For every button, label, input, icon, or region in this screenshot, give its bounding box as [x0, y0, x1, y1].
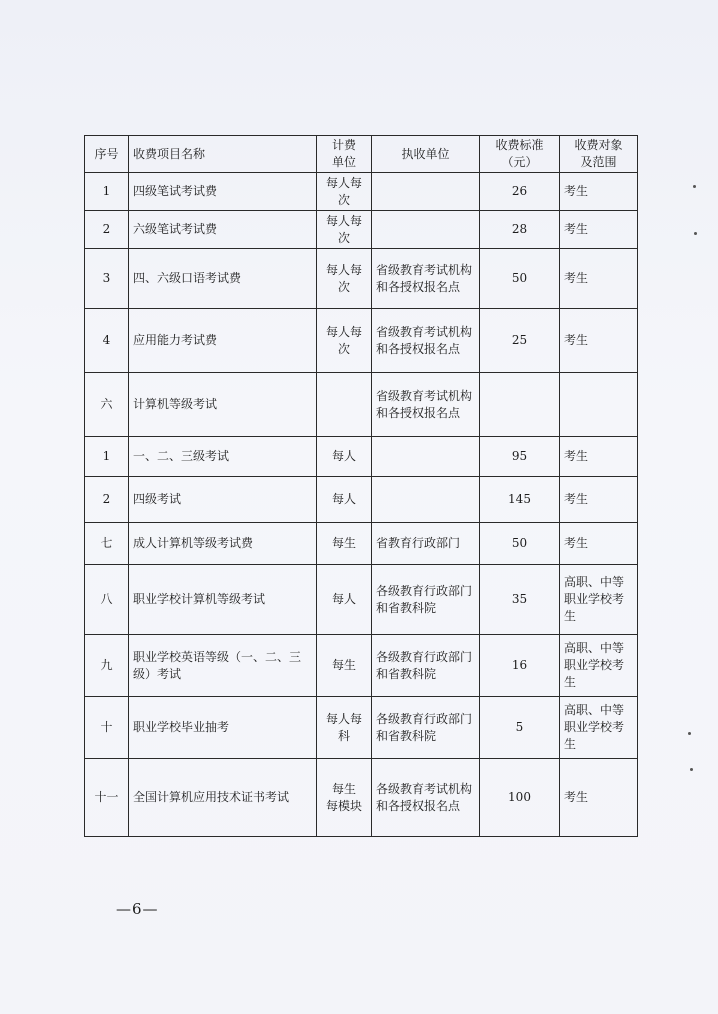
- row-unit: 每人每次: [317, 309, 372, 373]
- header-standard: 收费标准 （元）: [480, 136, 560, 173]
- row-collector: 各级教育行政部门和省教科院: [372, 635, 480, 697]
- row-standard: 25: [480, 309, 560, 373]
- row-unit: 每人: [317, 437, 372, 477]
- row-collector: [372, 437, 480, 477]
- row-seq: 1: [85, 437, 129, 477]
- row-standard: 50: [480, 249, 560, 309]
- row-item-name: 四级考试: [129, 477, 317, 523]
- row-target: 考生: [560, 437, 638, 477]
- row-collector: 各级教育行政部门和省教科院: [372, 697, 480, 759]
- row-unit: 每人每次: [317, 211, 372, 249]
- row-standard: 26: [480, 173, 560, 211]
- table-row: [85, 211, 638, 249]
- row-standard: 95: [480, 437, 560, 477]
- row-unit: 每生: [317, 635, 372, 697]
- row-item-name: 职业学校计算机等级考试: [129, 565, 317, 635]
- table-header-row: [85, 136, 638, 173]
- row-standard: 16: [480, 635, 560, 697]
- row-target: 高职、中等职业学校考生: [560, 697, 638, 759]
- row-target: 考生: [560, 309, 638, 373]
- row-item-name: 四、六级口语考试费: [129, 249, 317, 309]
- row-target: 考生: [560, 523, 638, 565]
- table-row: [85, 309, 638, 373]
- row-item-name: 全国计算机应用技术证书考试: [129, 759, 317, 837]
- row-unit: 每人: [317, 477, 372, 523]
- row-target: 高职、中等职业学校考生: [560, 565, 638, 635]
- row-unit: [317, 373, 372, 437]
- row-target: 考生: [560, 477, 638, 523]
- row-item-name: 四级笔试考试费: [129, 173, 317, 211]
- row-standard: 100: [480, 759, 560, 837]
- row-collector: 省级教育考试机构和各授权报名点: [372, 309, 480, 373]
- row-item-name: 六级笔试考试费: [129, 211, 317, 249]
- row-unit: 每人每次: [317, 249, 372, 309]
- scan-speck: [688, 732, 691, 735]
- header-collector: 执收单位: [372, 136, 480, 173]
- row-seq: 九: [85, 635, 129, 697]
- row-collector: 省教育行政部门: [372, 523, 480, 565]
- row-standard: [480, 373, 560, 437]
- row-collector: [372, 211, 480, 249]
- header-unit: 计费 单位: [317, 136, 372, 173]
- row-item-name: 成人计算机等级考试费: [129, 523, 317, 565]
- header-item: 收费项目名称: [129, 136, 317, 173]
- row-target: 考生: [560, 759, 638, 837]
- row-seq: 七: [85, 523, 129, 565]
- row-target: 考生: [560, 211, 638, 249]
- row-item-name: 计算机等级考试: [129, 373, 317, 437]
- row-seq: 1: [85, 173, 129, 211]
- table-row: [85, 759, 638, 837]
- row-item-name: 应用能力考试费: [129, 309, 317, 373]
- row-standard: 50: [480, 523, 560, 565]
- table-row: [85, 173, 638, 211]
- row-item-name: 职业学校英语等级（一、二、三级）考试: [129, 635, 317, 697]
- row-collector: [372, 173, 480, 211]
- row-standard: 5: [480, 697, 560, 759]
- row-seq: 十: [85, 697, 129, 759]
- row-collector: [372, 477, 480, 523]
- table-row: [85, 635, 638, 697]
- row-seq: 4: [85, 309, 129, 373]
- row-seq: 十一: [85, 759, 129, 837]
- row-target: 考生: [560, 249, 638, 309]
- row-collector: 各级教育行政部门和省教科院: [372, 565, 480, 635]
- row-collector: 省级教育考试机构和各授权报名点: [372, 249, 480, 309]
- row-standard: 35: [480, 565, 560, 635]
- row-item-name: 一、二、三级考试: [129, 437, 317, 477]
- table-row: [85, 437, 638, 477]
- row-target: 高职、中等职业学校考生: [560, 635, 638, 697]
- row-unit: 每生 每模块: [317, 759, 372, 837]
- row-collector: 省级教育考试机构和各授权报名点: [372, 373, 480, 437]
- header-target: 收费对象 及范围: [560, 136, 638, 173]
- row-seq: 八: [85, 565, 129, 635]
- row-unit: 每人: [317, 565, 372, 635]
- row-target: 考生: [560, 173, 638, 211]
- table-row: [85, 565, 638, 635]
- table-row: [85, 477, 638, 523]
- row-item-name: 职业学校毕业抽考: [129, 697, 317, 759]
- table-row: [85, 697, 638, 759]
- row-seq: 六: [85, 373, 129, 437]
- row-collector: 各级教育考试机构和各授权报名点: [372, 759, 480, 837]
- fee-table: [84, 135, 638, 837]
- scan-speck: [690, 768, 693, 771]
- table-row: [85, 373, 638, 437]
- table-row: [85, 249, 638, 309]
- row-seq: 3: [85, 249, 129, 309]
- header-seq: 序号: [85, 136, 129, 173]
- row-unit: 每人每次: [317, 173, 372, 211]
- row-seq: 2: [85, 211, 129, 249]
- row-unit: 每生: [317, 523, 372, 565]
- row-unit: 每人每科: [317, 697, 372, 759]
- table-row: [85, 523, 638, 565]
- scan-speck: [694, 232, 697, 235]
- row-standard: 28: [480, 211, 560, 249]
- row-target: [560, 373, 638, 437]
- row-standard: 145: [480, 477, 560, 523]
- row-seq: 2: [85, 477, 129, 523]
- scan-speck: [693, 185, 696, 188]
- page-number: —6—: [116, 900, 159, 918]
